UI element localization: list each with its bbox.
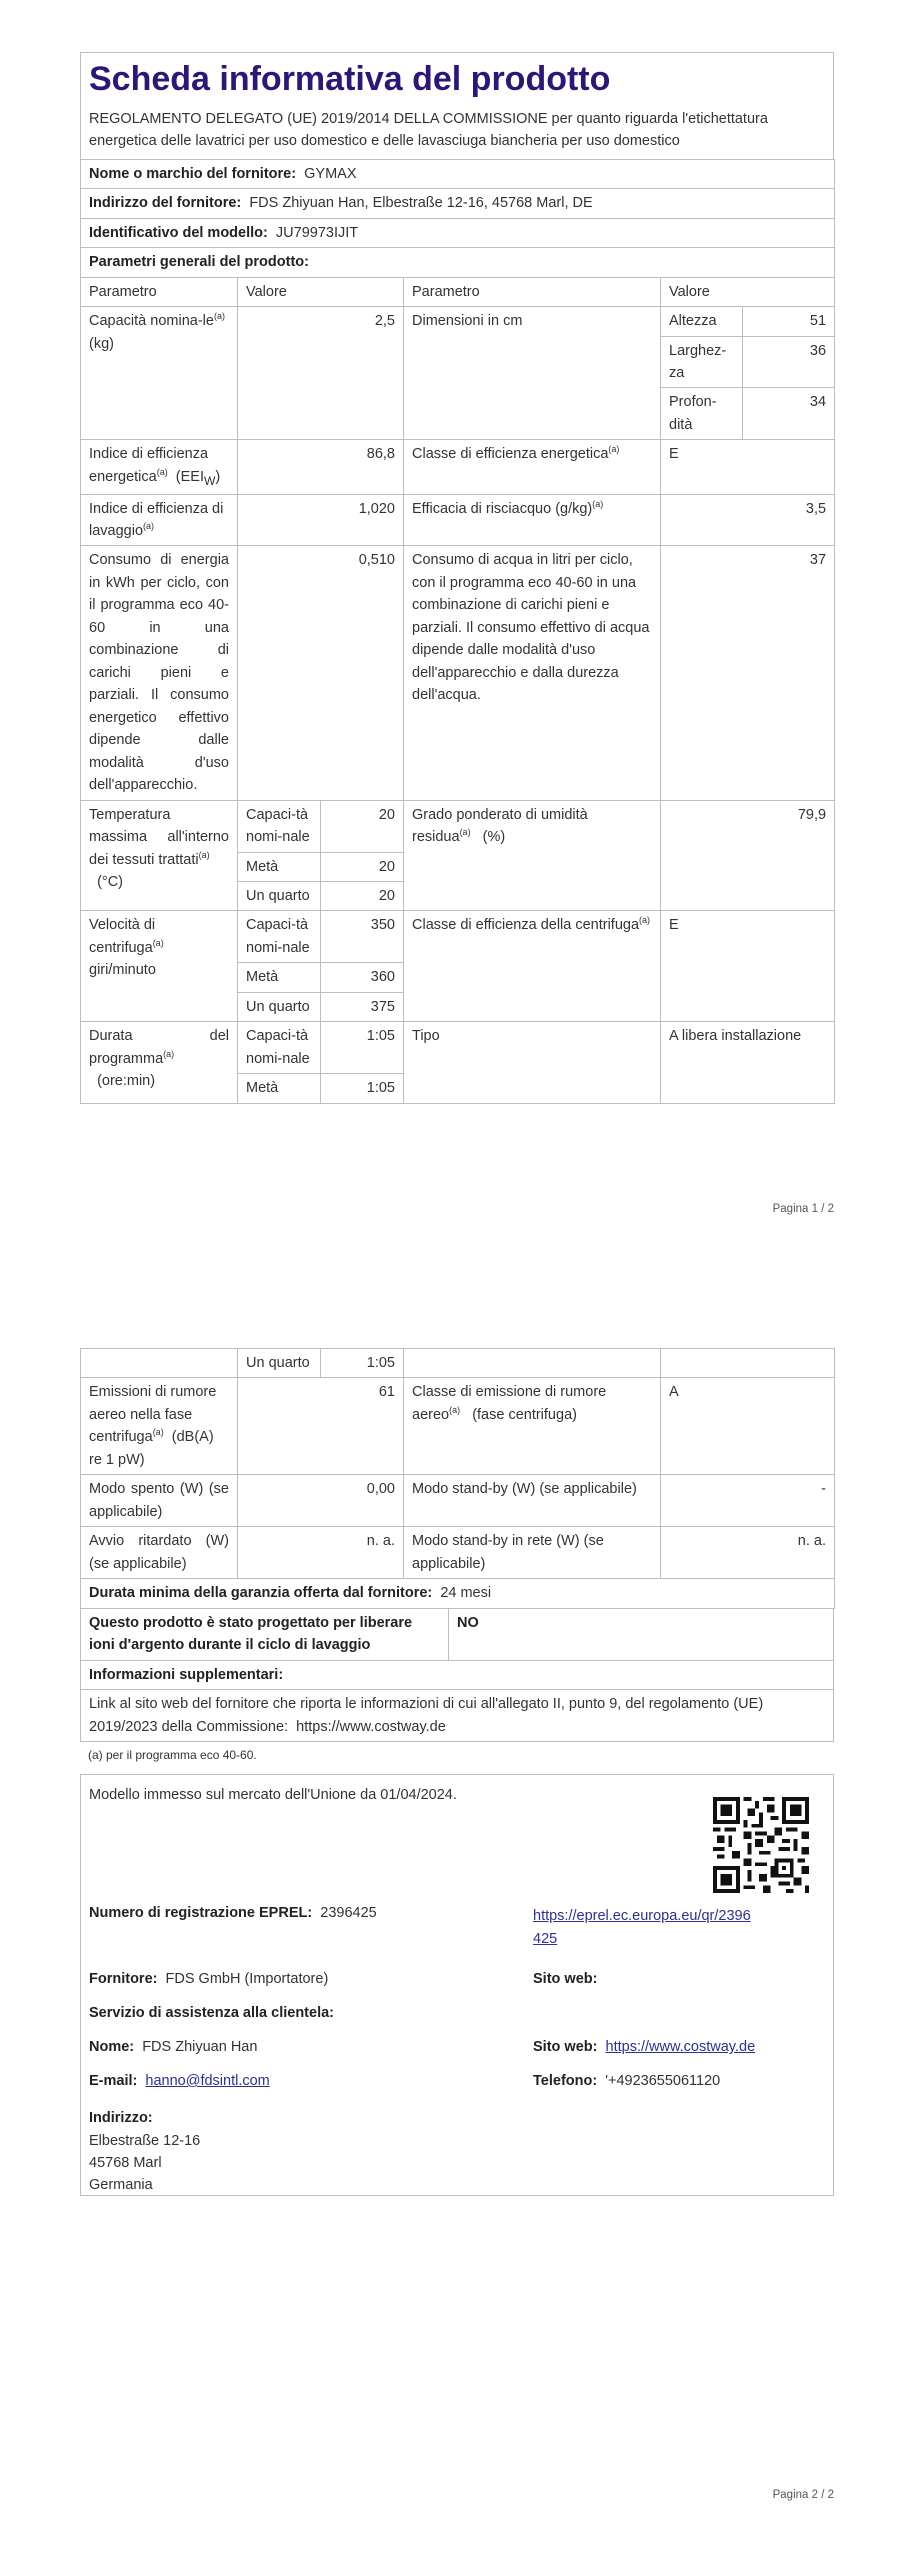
type-label: Tipo [404, 1022, 661, 1103]
customer-service-heading: Servizio di assistenza alla clientela: [89, 2005, 334, 2022]
table-header-row [81, 277, 835, 306]
load-quarter-label: Un quarto [238, 1349, 321, 1378]
supplier-address-row: Indirizzo del fornitore: FDS Zhiyuan Han, Elbestraße 12-16, 45768 Marl, DE [81, 189, 835, 218]
eprel-row: Numero di registrazione EPREL: 2396425 [89, 1905, 377, 1922]
page-2 [80, 1348, 834, 2196]
moisture-value: 79,9 [661, 800, 835, 911]
sheet-header [80, 52, 834, 159]
depth-value: 34 [743, 388, 835, 440]
website2-row: Sito web: https://www.costway.de [533, 2039, 756, 2056]
table-row [81, 1349, 835, 1378]
table-row [81, 307, 835, 336]
energy-consumption-value: 0,510 [238, 546, 404, 800]
delay-start-value: n. a. [238, 1527, 404, 1579]
address-block: Indirizzo: Elbestraße 12-16 45768 Marl Germania [89, 2110, 201, 2194]
supplier-value: GYMAX [304, 165, 357, 182]
table-row [81, 1690, 834, 1742]
table-row [81, 1661, 834, 1690]
warranty-row: Durata minima della garanzia offerta dal fornitore: 24 mesi [81, 1579, 835, 1608]
spin-class-value: E [661, 911, 835, 1022]
dimensions-label: Dimensioni in cm [404, 307, 661, 440]
address-line-3: Germania [89, 2177, 153, 2194]
wash-efficiency-label: Indice di efficienza di lavaggio$^{(a)}$ [81, 494, 238, 546]
capacity-label: Capacità nomina-$le^{(a)}$ (kg) [81, 307, 238, 440]
general-parameters-heading: Parametri generali del prodotto: [81, 248, 835, 277]
water-consumption-label: Consumo di acqua in litri per ciclo, con il programma eco 40-60 in una combinazione di carichi pieni e parziali. Il consumo effettivo di acqua dipende dalle modalità d'uso dell'apparecchio e dalla durezza dell'acqua. [404, 546, 661, 800]
height-value: 51 [743, 307, 835, 336]
product-info-table-continued [80, 1348, 835, 1378]
load-half-label: Metà [238, 1074, 321, 1103]
energy-class-label: Classe di efficienza energetica$^{(a)}$ [404, 440, 661, 494]
network-standby-value: n. a. [661, 1527, 835, 1579]
supplier-row: Nome o marchio del fornitore: GYMAX [81, 159, 835, 188]
duration-label-continued [81, 1349, 238, 1378]
website-label: Sito web: [533, 1971, 598, 1988]
load-full-label: Capaci-tà nomi-nale [238, 911, 321, 963]
height-label: Altezza [661, 307, 743, 336]
silver-ions-value: NO [449, 1609, 834, 1660]
table-row [81, 911, 835, 963]
supplier-value: FDS GmbH (Importatore) [165, 1971, 329, 1988]
eprel-value: 2396425 [320, 1905, 377, 1922]
col-header-value: Valore [238, 277, 404, 306]
width-value: 36 [743, 336, 835, 388]
delay-start-label: Avvio ritardato (W) (se applicabile) [81, 1527, 238, 1579]
phone-row: Telefono: '+4923655061120 [533, 2073, 721, 2090]
standby-value: - [661, 1475, 835, 1527]
table-row [81, 800, 835, 852]
product-info-table-2 [80, 1378, 835, 1608]
depth-label: Profon-dità [661, 388, 743, 440]
rinse-value: 3,5 [661, 494, 835, 546]
col-header-parameter-2: Parametro [404, 277, 661, 306]
eprel-link-container [533, 1905, 753, 1950]
contact-name-row: Nome: FDS Zhiyuan Han [89, 2039, 258, 2056]
spin-speed-label: Velocità di centrifuga$^{(a)}$ giri/minuto [81, 911, 238, 1022]
width-label: Larghez-za [661, 336, 743, 388]
model-row: Identificativo del modello: JU79973IJIT [81, 218, 835, 247]
temperature-label: Temperatura massima all'interno dei tessuti trattati$^{(a)}$ (°C) [81, 800, 238, 911]
noise-label: Emissioni di rumore aereo nella fase centrifuga$^{(a)}$ (dB(A) re 1 pW) [81, 1378, 238, 1474]
eei-value: 86,8 [238, 440, 404, 494]
duration-label: Durata del programma$^{(a)}$ (ore:min) [81, 1022, 238, 1103]
email-row: E-mail: hanno@fdsintl.com [89, 2073, 270, 2090]
email-link[interactable]: hanno@fdsintl.com [145, 2073, 270, 2090]
additional-info-url: https://www.costway.de [296, 1718, 446, 1735]
noise-value: 61 [238, 1378, 404, 1474]
page-title: Scheda informativa del prodotto [89, 60, 611, 98]
load-full-label: Capaci-tà nomi-nale [238, 800, 321, 852]
type-value-continued [661, 1349, 835, 1378]
page-number-1: Pagina 1 / 2 [772, 1203, 834, 1215]
silver-ions-table [80, 1609, 834, 1661]
capacity-value: 2,5 [238, 307, 404, 440]
type-value: A libera installazione [661, 1022, 835, 1103]
page-number-2: Pagina 2 / 2 [772, 2489, 834, 2501]
off-mode-label: Modo spento (W) (se applicabile) [81, 1475, 238, 1527]
col-header-value-2: Valore [661, 277, 835, 306]
table-row [81, 440, 835, 494]
temperature-quarter-value: 20 [321, 882, 404, 911]
energy-consumption-label: Consumo di energia in kWh per ciclo, con il programma eco 40-60 in una combinazione di carichi pieni e parziali. Il consumo energetico effettivo dipende dalle modalità d'uso dell'apparecchio. [81, 546, 238, 800]
table-row [81, 1378, 835, 1474]
wash-efficiency-value: 1,020 [238, 494, 404, 546]
temperature-full-value: 20 [321, 800, 404, 852]
additional-info-table [80, 1661, 834, 1742]
table-row [81, 1609, 834, 1660]
temperature-half-value: 20 [321, 852, 404, 881]
noise-class-label: Classe di emissione di rumore aereo$^{(a)}$ (fase centrifuga) [404, 1378, 661, 1474]
supplier-row: Fornitore: FDS GmbH (Importatore) [89, 1971, 329, 1988]
duration-quarter-value: 1:05 [321, 1349, 404, 1378]
load-half-label: Metà [238, 963, 321, 992]
regulation-text: REGOLAMENTO DELEGATO (UE) 2019/2014 DELLA COMMISSIONE per quanto riguarda l'etichettatura energetica delle lavatrici per uso domestico e delle lavasciuga biancheria per uso domestico [89, 110, 768, 150]
address-line-1: Elbestraße 12-16 [89, 2132, 201, 2149]
spin-half-value: 360 [321, 963, 404, 992]
phone-value: '+4923655061120 [605, 2073, 721, 2090]
load-quarter-label: Un quarto [238, 882, 321, 911]
network-standby-label: Modo stand-by in rete (W) (se applicabile) [404, 1527, 661, 1579]
load-half-label: Metà [238, 852, 321, 881]
noise-class-value: A [661, 1378, 835, 1474]
spin-quarter-value: 375 [321, 992, 404, 1021]
off-mode-value: 0,00 [238, 1475, 404, 1527]
moisture-label: Grado ponderato di umidità residua$^{(a)}$ (%) [404, 800, 661, 911]
supplier-info-box [80, 1774, 834, 2196]
model-value: JU79973IJIT [275, 224, 359, 241]
supplier-address-value: FDS Zhiyuan Han, Elbestraße 12-16, 45768 Marl, DE [249, 195, 593, 212]
spin-class-label: Classe di efficienza della centrifuga$^{(a)}$ [404, 911, 661, 1022]
eei-label: Indice di efficienza energetica$^{(a)}$ $(EEI_W)$ [81, 440, 238, 494]
table-row [81, 1579, 835, 1608]
energy-class-value: E [661, 440, 835, 494]
table-row [81, 1475, 835, 1527]
duration-full-value: 1:05 [321, 1022, 404, 1074]
page-1 [80, 52, 834, 1104]
warranty-value: 24 mesi [440, 1585, 492, 1602]
spin-full-value: 350 [321, 911, 404, 963]
website-link[interactable]: https://www.costway.de [605, 2039, 756, 2056]
col-header-parameter: Parametro [81, 277, 238, 306]
rinse-label: Efficacia di risciacquo $(g/kg)^{(a)}$ [404, 494, 661, 546]
footnote: (a) per il programma eco 40-60. [88, 1748, 257, 1763]
table-row [81, 546, 835, 800]
load-quarter-label: Un quarto [238, 992, 321, 1021]
silver-ions-label: Questo prodotto è stato progettato per liberare ioni d'argento durante il ciclo di lavaggio [81, 1609, 449, 1660]
additional-info-heading: Informazioni supplementari: [81, 1661, 834, 1690]
load-full-label: Capaci-tà nomi-nale [238, 1022, 321, 1074]
type-label-continued [404, 1349, 661, 1378]
product-info-table [80, 159, 835, 1104]
water-consumption-value: 37 [661, 546, 835, 800]
standby-label: Modo stand-by (W) (se applicabile) [404, 1475, 661, 1527]
table-row [81, 494, 835, 546]
eprel-link[interactable]: https://eprel.ec.europa.eu/qr/2396425 [533, 1908, 751, 1947]
address-line-2: 45768 Marl [89, 2154, 162, 2171]
table-row [81, 1527, 835, 1579]
table-row [81, 1022, 835, 1074]
additional-info-text: Link al sito web del fornitore che riporta le informazioni di cui all'allegato II, punto 9, del regolamento (UE) 2019/2023 della Commissione: https://www.costway.de [81, 1690, 834, 1742]
contact-name-value: FDS Zhiyuan Han [142, 2039, 258, 2056]
duration-half-value: 1:05 [321, 1074, 404, 1103]
market-date-text: Modello immesso sul mercato dell'Unione da 01/04/2024. [89, 1787, 457, 1804]
qr-code-icon [713, 1797, 809, 1893]
